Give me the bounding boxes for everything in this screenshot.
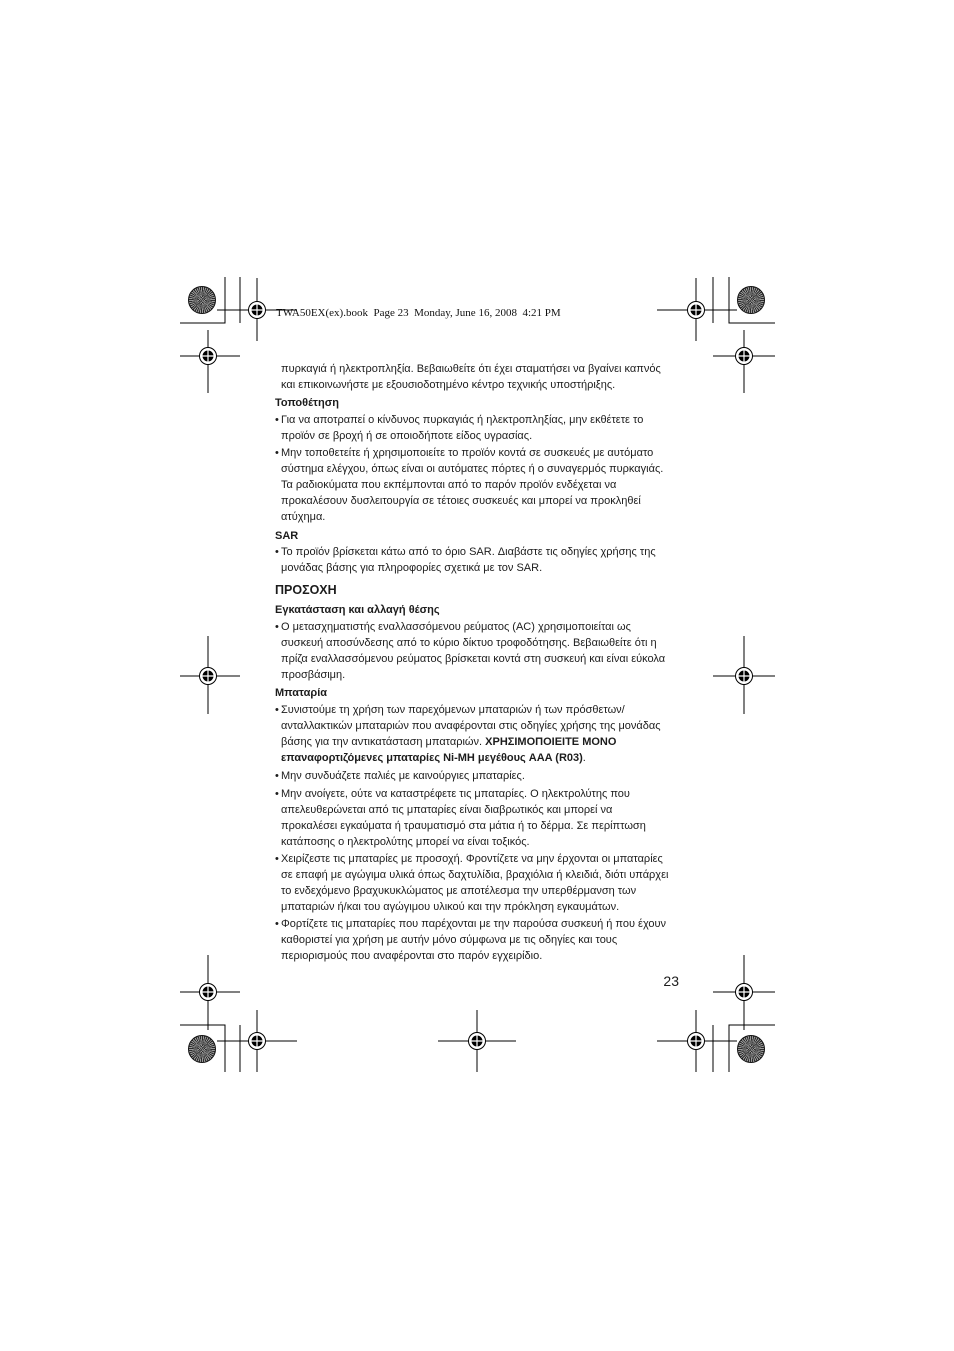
- intro-line: και επικοινωνήστε με εξουσιοδοτημένο κέντρο τεχνικής υποστήριξης.: [281, 379, 616, 391]
- battery-item-line: το ενδεχόμενο βραχυκυκλώματος με αποτέλεσμα την υπερθέρμανση των: [281, 885, 637, 897]
- installation-item-line: προσβάσιμη.: [281, 669, 346, 681]
- battery-item-line: προκαλέσει εγκαύματα ή τραυματισμό στα μάτια ή το δέρμα. Σε περίπτωση: [281, 820, 646, 832]
- placement-item-line: προκαλέσουν δυσλειτουργία σε τέτοιες συσκευές και μπορεί να προκληθεί: [281, 495, 641, 507]
- registration-mark-middle-left: [180, 636, 240, 714]
- battery-warning-bold: επαναφορτιζόμενες μπαταρίες Ni-MH μεγέθους AAA (R03): [281, 752, 583, 764]
- battery-heading: Μπαταρία: [275, 687, 328, 699]
- battery-item-line: [281, 750, 586, 766]
- registration-mark-top-right-inner: [657, 278, 737, 341]
- battery-item-line: καθοριστεί για χρήση με αυτήν μόνο σύμφωνα με τις οδηγίες και τους: [281, 934, 618, 946]
- battery-item-line: [281, 734, 616, 750]
- page-number: 23: [663, 973, 679, 989]
- battery-item-line: μπαταριών ή/και του αγώγιμου υλικού και την πρόκληση εγκαυμάτων.: [281, 901, 620, 913]
- registration-mark-bottom-center: [438, 1010, 516, 1072]
- bullet: •: [275, 788, 279, 800]
- registration-mark-bottom-left-outer: [180, 955, 240, 1030]
- intro-line: πυρκαγιά ή ηλεκτροπληξία. Βεβαιωθείτε ότι έχει σταματήσει να βγαίνει καπνός: [281, 363, 661, 375]
- sar-item-line: μονάδας βάσης για πληροφορίες σχετικά με τον SAR.: [281, 562, 543, 574]
- registration-mark-bottom-right-outer: [713, 955, 775, 1030]
- star-target-top-left: [188, 286, 216, 314]
- battery-item-line: Φορτίζετε τις μπαταρίες που παρέχονται με την παρούσα συσκευή ή που έχουν: [281, 918, 667, 930]
- battery-item-line: Συνιστούμε τη χρήση των παρεχόμενων μπαταριών ή των πρόσθετων/: [281, 704, 625, 716]
- battery-item-text: βάσης για την αντικατάσταση μπαταριών.: [281, 736, 486, 748]
- battery-item-line: κατάποσης ο ηλεκτρολύτης μπορεί να είναι τοξικός.: [281, 836, 530, 848]
- sar-item-line: Το προϊόν βρίσκεται κάτω από το όριο SAR. Διαβάστε τις οδηγίες χρήσης της: [281, 546, 656, 558]
- placement-item-line: σύστημα ελέγχου, όπως είναι οι αυτόματες πόρτες ή ο συναγερμός πυρκαγιάς.: [281, 463, 664, 475]
- battery-item-line: σε επαφή με αγώγιμα υλικά όπως δαχτυλίδια, βραχιόλια ή κλειδιά, διότι υπάρχει: [281, 869, 669, 881]
- bullet: •: [275, 546, 279, 558]
- placement-item-line: Για να αποτραπεί ο κίνδυνος πυρκαγιάς ή ηλεκτροπληξίας, μην εκθέτετε το: [281, 414, 644, 426]
- registration-mark-bottom-right-inner: [657, 1010, 737, 1072]
- installation-item-line: Ο μετασχηματιστής εναλλασσόμενου ρεύματος (AC) χρησιμοποιείται ως: [281, 621, 631, 633]
- battery-item-line: περιορισμούς που αναφέρονται στο παρόν εγχειρίδιο.: [281, 950, 543, 962]
- caution-title: ΠΡΟΣΟΧΗ: [275, 583, 337, 597]
- bullet: •: [275, 621, 279, 633]
- battery-item-line: ανταλλακτικών μπαταριών που αναφέρονται στις οδηγίες χρήσης της μονάδας: [281, 720, 661, 732]
- bullet: •: [275, 704, 279, 716]
- placement-item-line: ατύχημα.: [281, 511, 326, 523]
- registration-mark-bottom-left-inner: [217, 1010, 297, 1072]
- installation-item-line: συσκευή αποσύνδεσης από το κύριο δίκτυο τροφοδότησης. Βεβαιωθείτε ότι η: [281, 637, 657, 649]
- battery-warning-bold: ΧΡΗΣΙΜΟΠΟΙΕΙΤΕ ΜΟΝΟ: [485, 736, 617, 748]
- installation-heading: Εγκατάσταση και αλλαγή θέσης: [275, 604, 440, 616]
- sar-heading: SAR: [275, 530, 299, 542]
- battery-item-line: Μην ανοίγετε, ούτε να καταστρέφετε τις μπαταρίες. Ο ηλεκτρολύτης που: [281, 788, 630, 800]
- registration-mark-middle-right: [713, 636, 775, 714]
- bullet: •: [275, 918, 279, 930]
- placement-item-line: Τα ραδιοκύματα που εκπέμπονται από το παρόν προϊόν ενδέχεται να: [281, 479, 617, 491]
- battery-item-line: απελευθερώνεται από τις μπαταρίες είναι διαβρωτικός και μπορεί να: [281, 804, 613, 816]
- bullet: •: [275, 414, 279, 426]
- battery-item-text: .: [582, 752, 586, 764]
- star-target-bottom-right: [737, 1035, 765, 1063]
- placement-item-line: προϊόν σε βροχή ή σε οποιοδήποτε είδος υγρασίας.: [281, 430, 533, 442]
- battery-item-line: Μην συνδυάζετε παλιές με καινούργιες μπαταρίες.: [281, 770, 525, 782]
- bullet: •: [275, 447, 279, 459]
- placement-heading: Τοποθέτηση: [275, 397, 339, 409]
- registration-mark-top-right-outer: [713, 330, 775, 393]
- star-target-bottom-left: [188, 1035, 216, 1063]
- book-info-slug: TWA50EX(ex).book Page 23 Monday, June 16, 2008 4:21 PM: [276, 307, 561, 319]
- battery-item-line: Χειρίζεστε τις μπαταρίες με προσοχή. Φροντίζετε να μην έρχονται οι μπαταρίες: [281, 853, 663, 865]
- bullet: •: [275, 853, 279, 865]
- placement-item-line: Μην τοποθετείτε ή χρησιμοποιείτε το προϊόν κοντά σε συσκευές με αυτόματο: [281, 447, 654, 459]
- bullet: •: [275, 770, 279, 782]
- star-target-top-right: [737, 286, 765, 314]
- registration-mark-top-left-outer: [180, 330, 240, 393]
- installation-item-line: πρίζα εναλλασσόμενου ρεύματος βρίσκεται κοντά στη συσκευή και είναι εύκολα: [281, 653, 666, 665]
